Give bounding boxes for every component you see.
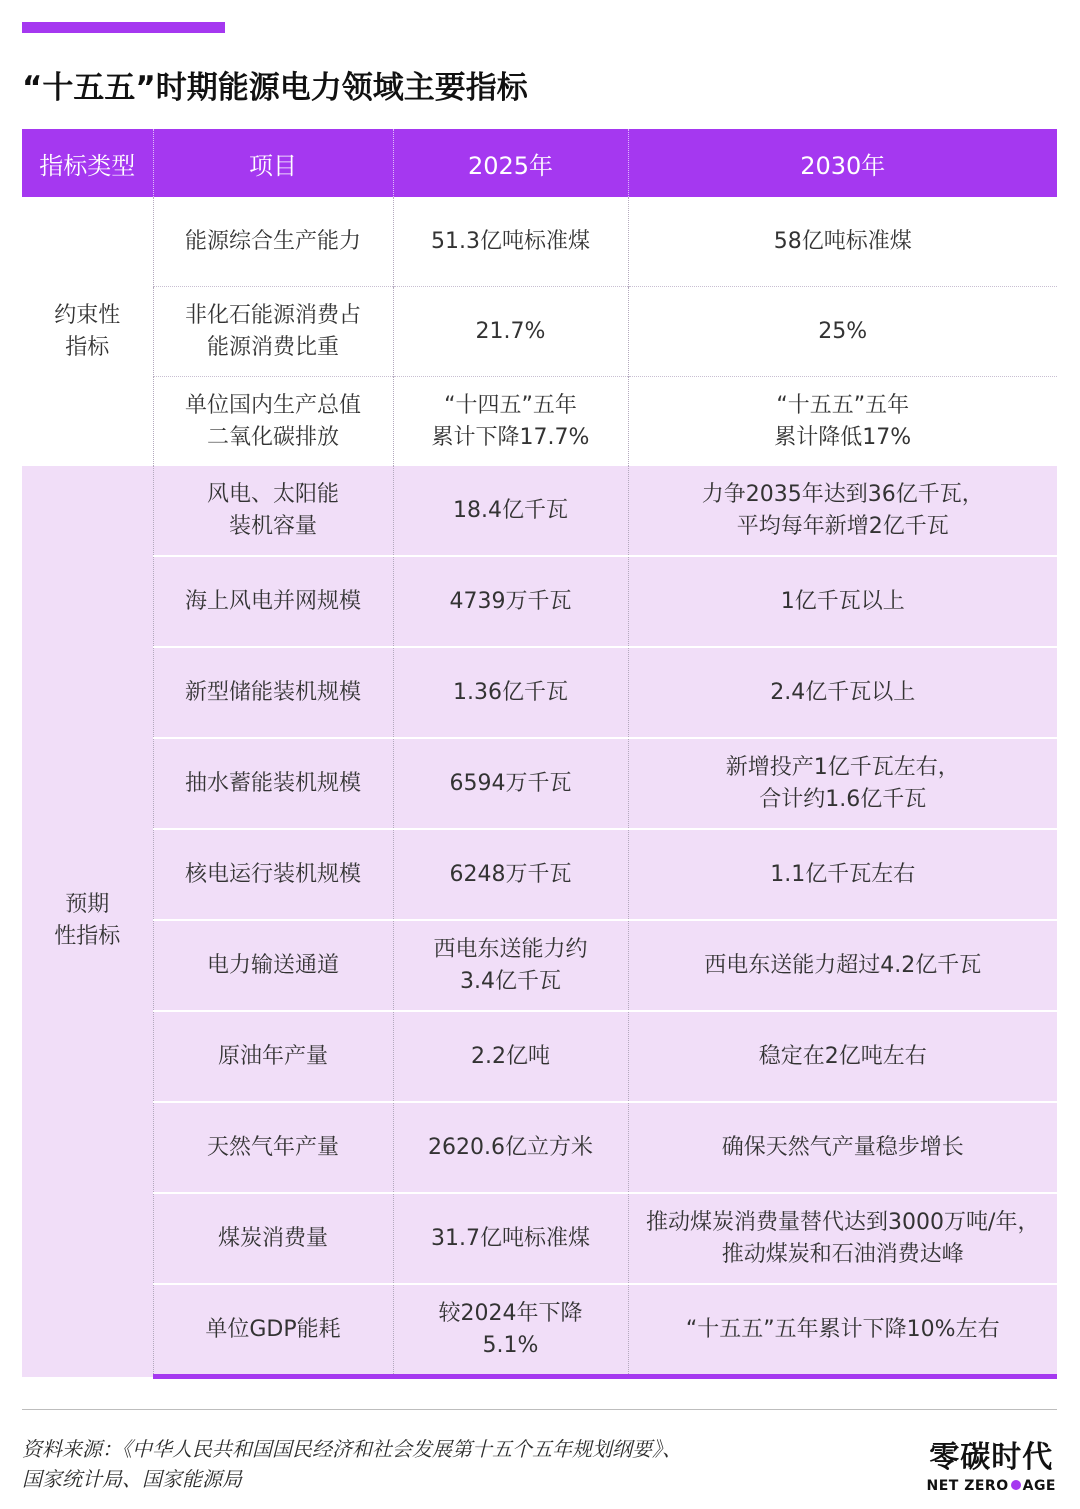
source-note	[22, 1434, 682, 1494]
category-label-line: 性指标	[54, 924, 121, 950]
cell-text-line: “十五五”五年累计下降10%左右	[685, 1316, 1000, 1342]
cell-text-line: 西电东送能力超过4.2亿千瓦	[704, 952, 982, 978]
cell-text-line: 非化石能源消费占	[184, 302, 361, 328]
header-2030: 2030年	[628, 129, 1057, 197]
cell-text-line: 抽水蓄能装机规模	[184, 770, 361, 796]
table-row	[22, 920, 1057, 1011]
cell-text-line: 力争2035年达到36亿千瓦，	[701, 481, 984, 507]
cell-text-line: 1亿千瓦以上	[780, 588, 905, 614]
value-2030-cell	[628, 829, 1057, 920]
brand-name-en	[927, 1478, 1057, 1494]
item-cell	[153, 466, 393, 556]
item-cell	[153, 738, 393, 829]
item-cell	[153, 556, 393, 647]
cell-text-line: 电力输送通道	[206, 952, 339, 978]
value-2025-cell	[393, 377, 628, 467]
cell-text-line: 单位GDP能耗	[205, 1316, 341, 1342]
cell-text-line: 1.1亿千瓦左右	[770, 861, 916, 887]
value-2025-cell	[393, 738, 628, 829]
value-2025-cell	[393, 647, 628, 738]
cell-text-line: 原油年产量	[217, 1043, 328, 1069]
category-label-line: 指标	[65, 334, 110, 360]
cell-text-line: 6594万千瓦	[449, 770, 572, 796]
value-2025-cell	[393, 287, 628, 377]
item-cell	[153, 197, 393, 287]
cell-text-line: 21.7%	[475, 318, 546, 344]
value-2030-cell	[628, 1193, 1057, 1284]
cell-text-line: 新增投产1亿千瓦左右，	[725, 754, 960, 780]
cell-text-line: “十四五”五年	[444, 392, 577, 418]
cell-text-line: 31.7亿吨标准煤	[431, 1225, 590, 1251]
table-row	[22, 1102, 1057, 1193]
source-line-1: 资料来源：《中华人民共和国国民经济和社会发展第十五个五年规划纲要》、	[22, 1437, 682, 1461]
cell-text-line: 2.2亿吨	[471, 1043, 550, 1069]
cell-text-line: 58亿吨标准煤	[773, 228, 912, 254]
table-row	[22, 556, 1057, 647]
table-row	[22, 377, 1057, 467]
category-label-line: 约束性	[54, 302, 121, 328]
value-2025-cell	[393, 556, 628, 647]
cell-text-line: 18.4亿千瓦	[453, 497, 568, 523]
value-2030-cell	[628, 1102, 1057, 1193]
brand-en-left: NET ZERO	[926, 1478, 1009, 1494]
cell-text-line: 新型储能装机规模	[184, 679, 361, 705]
table-body	[22, 197, 1057, 1377]
accent-bar	[22, 22, 225, 33]
cell-text-line: 风电、太阳能	[206, 481, 339, 507]
cell-text-line: 25%	[818, 318, 868, 344]
brand-dot-icon	[1011, 1480, 1021, 1490]
cell-text-line: 单位国内生产总值	[184, 392, 361, 418]
value-2025-cell	[393, 197, 628, 287]
cell-text-line: 累计降低17%	[774, 424, 912, 450]
value-2030-cell	[628, 738, 1057, 829]
cell-text-line: 确保天然气产量稳步增长	[721, 1134, 964, 1160]
cell-text-line: 煤炭消费量	[217, 1225, 328, 1251]
cell-text-line: 6248万千瓦	[449, 861, 572, 887]
value-2030-cell	[628, 1284, 1057, 1377]
item-cell	[153, 829, 393, 920]
brand-en-right: AGE	[1022, 1478, 1056, 1494]
cell-text-line: 能源综合生产能力	[184, 228, 361, 254]
cell-text-line: 51.3亿吨标准煤	[431, 228, 590, 254]
item-cell	[153, 647, 393, 738]
cell-text-line: 海上风电并网规模	[184, 588, 361, 614]
table-row	[22, 466, 1057, 556]
item-cell	[153, 1011, 393, 1102]
table-row	[22, 829, 1057, 920]
value-2025-cell	[393, 1284, 628, 1377]
value-2025-cell	[393, 1193, 628, 1284]
cell-text-line: 核电运行装机规模	[184, 861, 361, 887]
cell-text-line: 西电东送能力约	[433, 936, 588, 962]
value-2030-cell	[628, 377, 1057, 467]
cell-text-line: 4739万千瓦	[449, 588, 572, 614]
brand-logo	[927, 1432, 1057, 1494]
cell-text-line: 合计约1.6亿千瓦	[759, 786, 927, 812]
header-2025: 2025年	[393, 129, 628, 197]
value-2030-cell	[628, 556, 1057, 647]
source-line-2: 国家统计局、国家能源局	[22, 1467, 242, 1491]
value-2025-cell	[393, 1011, 628, 1102]
table-row	[22, 1284, 1057, 1377]
item-cell	[153, 377, 393, 467]
value-2025-cell	[393, 920, 628, 1011]
cell-text-line: 能源消费比重	[206, 334, 339, 360]
value-2030-cell	[628, 920, 1057, 1011]
table-row	[22, 287, 1057, 377]
category-cell	[22, 466, 153, 1377]
cell-text-line: 推动煤炭和石油消费达峰	[721, 1241, 964, 1267]
category-label-line: 预期	[65, 892, 110, 918]
value-2025-cell	[393, 829, 628, 920]
cell-text-line: 5.1%	[482, 1332, 539, 1358]
table-row	[22, 1193, 1057, 1284]
cell-text-line: 装机容量	[228, 513, 317, 539]
value-2025-cell	[393, 466, 628, 556]
item-cell	[153, 1193, 393, 1284]
cell-text-line: 累计下降17.7%	[431, 424, 590, 450]
cell-text-line: 3.4亿千瓦	[460, 968, 561, 994]
brand-name-cn: 零碳时代	[929, 1440, 1054, 1475]
indicators-table	[22, 129, 1057, 1379]
value-2030-cell	[628, 647, 1057, 738]
table-row	[22, 1011, 1057, 1102]
footer-divider	[22, 1409, 1057, 1410]
cell-text-line: 稳定在2亿吨左右	[758, 1043, 927, 1069]
item-cell	[153, 287, 393, 377]
table-row	[22, 197, 1057, 287]
cell-text-line: 2620.6亿立方米	[428, 1134, 593, 1160]
item-cell	[153, 1102, 393, 1193]
value-2025-cell	[393, 1102, 628, 1193]
table-row	[22, 647, 1057, 738]
item-cell	[153, 920, 393, 1011]
header-item: 项目	[153, 129, 393, 197]
value-2030-cell	[628, 197, 1057, 287]
page-title: “十五五”时期能源电力领域主要指标	[22, 70, 528, 106]
item-cell	[153, 1284, 393, 1377]
cell-text-line: 较2024年下降	[438, 1300, 583, 1326]
value-2030-cell	[628, 1011, 1057, 1102]
table-header-row	[22, 129, 1057, 197]
cell-text-line: 二氧化碳排放	[206, 424, 339, 450]
cell-text-line: 天然气年产量	[206, 1134, 339, 1160]
header-category: 指标类型	[22, 129, 153, 197]
cell-text-line: 平均每年新增2亿千瓦	[736, 513, 949, 539]
category-cell	[22, 197, 153, 466]
cell-text-line: 1.36亿千瓦	[453, 679, 568, 705]
cell-text-line: 2.4亿千瓦以上	[770, 679, 916, 705]
cell-text-line: “十五五”五年	[776, 392, 910, 418]
table-row	[22, 738, 1057, 829]
value-2030-cell	[628, 287, 1057, 377]
value-2030-cell	[628, 466, 1057, 556]
cell-text-line: 推动煤炭消费量替代达到3000万吨/年，	[646, 1209, 1040, 1235]
